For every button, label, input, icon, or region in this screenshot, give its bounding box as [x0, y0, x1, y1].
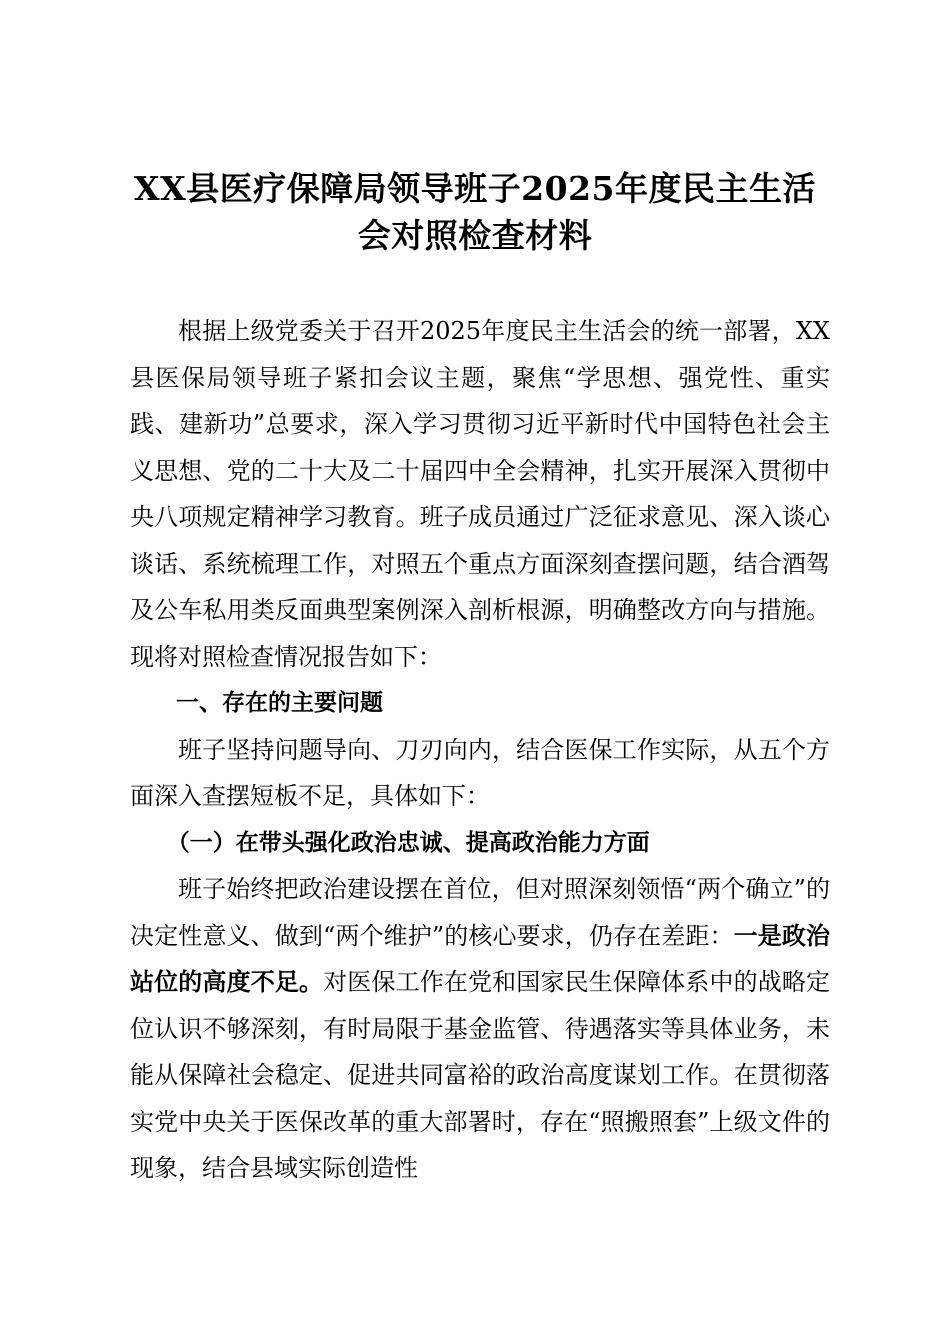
- document-title-line2: 会对照检查材料: [357, 216, 593, 255]
- document-title: [120, 165, 830, 259]
- section-heading-problems: 一、存在的主要问题: [176, 690, 383, 716]
- subsection-paragraph-start: 班子始终把政治建设摆在首位，但对照深刻领悟“两个确立”的决定性意义、做到“两个维护”的核心要求，仍存在差距：: [130, 875, 830, 950]
- subsection-heading-political-loyalty: （一）在带头强化政治忠诚、提高政治能力方面: [166, 829, 650, 856]
- subsection-paragraph-rest: 对医保工作在党和国家民生保障体系中的战略定位认识不够深刻，有时局限于基金监管、待遇落实等具体业务，未能从保障社会稳定、促进共同富裕的政治高度谋划工作。在贯彻落实党中央关于医保改革的重大部署时，存在“照搬照套”上级文件的现象，结合县域实际创造性: [130, 968, 831, 1182]
- document-body: [130, 308, 830, 1192]
- subsection-paragraph-bold-lead: 一是政治站位的高度不足。: [130, 921, 830, 996]
- document-title-line1: XX县医疗保障局领导班子2025年度民主生活: [133, 169, 817, 208]
- subsection-paragraph: [130, 866, 830, 1192]
- intro-paragraph: 根据上级党委关于召开2025年度民主生活会的统一部署，XX县医保局领导班子紧扣会议主题，聚焦“学思想、强党性、重实践、建新功”总要求，深入学习贯彻习近平新时代中国特色社会主义思想、党的二十大及二十届四中全会精神，扎实开展深入贯彻中央八项规定精神学习教育。班子成员通过广泛征求意见、深入谈心谈话、系统梳理工作，对照五个重点方面深刻查摆问题，结合酒驾及公车私用类反面典型案例深入剖析根源，明确整改方向与措施。现将对照检查情况报告如下：: [130, 317, 830, 671]
- section-intro-paragraph: 班子坚持问题导向、刀刃向内，结合医保工作实际，从五个方面深入查摆短板不足，具体如下：: [130, 735, 830, 810]
